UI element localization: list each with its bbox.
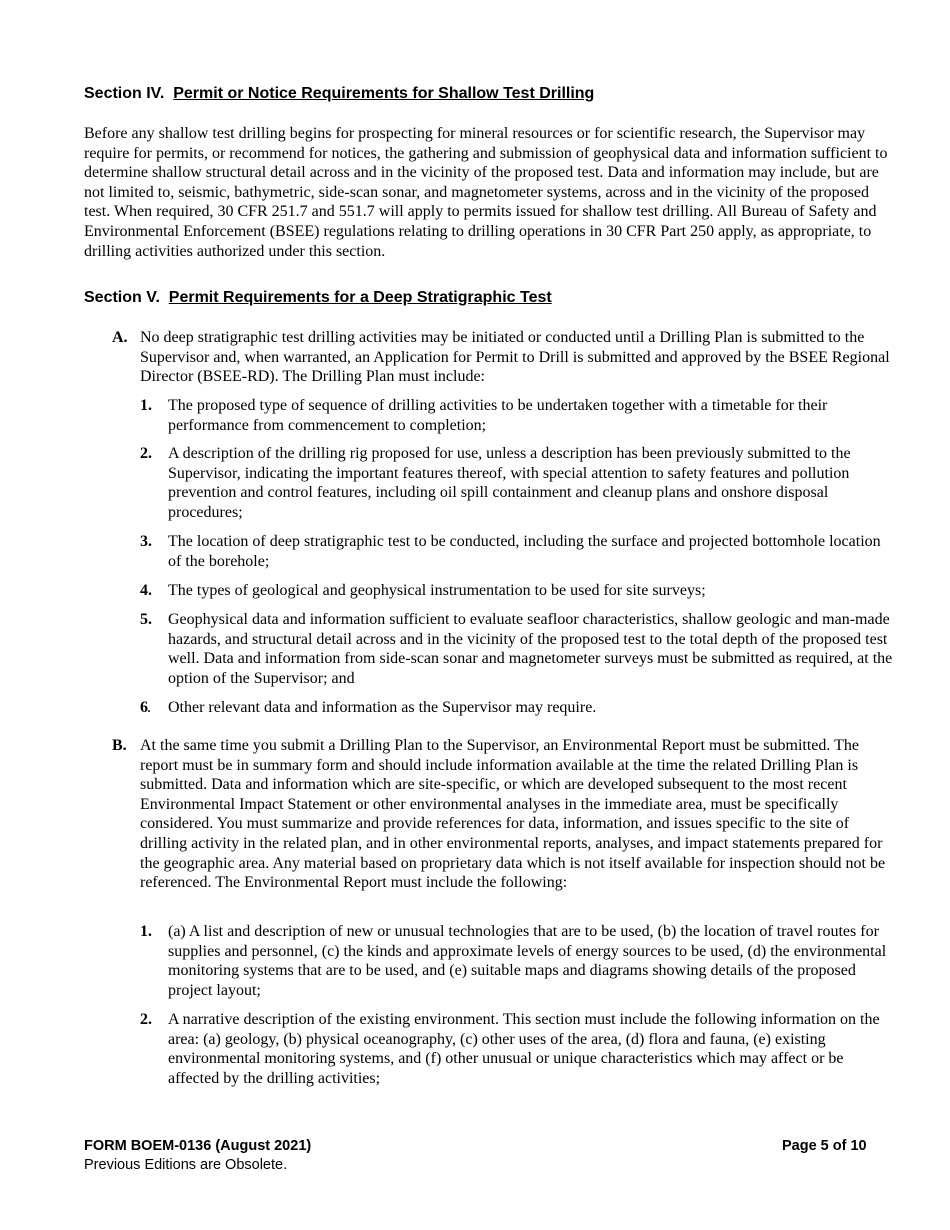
item-a5-text: Geophysical data and information sufficient to evaluate seafloor characteristics, shallow geologic and man-made hazards, and structural detail across and in the vicinity of the proposed test to the total depth of the proposed test well. Data and information from side-scan sonar and magnetometer surveys must be submitted as required, at the option of the Supervisor; and xyxy=(168,611,893,687)
item-a4-num: 4. xyxy=(140,582,152,599)
section-4-label: Section IV. xyxy=(84,85,165,102)
footer-page-number: Page 5 of 10 xyxy=(782,1138,867,1154)
item-b2-num: 2. xyxy=(140,1011,152,1028)
item-a5-num: 5. xyxy=(140,611,152,628)
section-5-title: Permit Requirements for a Deep Stratigraphic Test xyxy=(168,289,552,306)
item-b2-text: A narrative description of the existing environment. This section must include the following information on the area: (a) geology, (b) physical oceanography, (c) other uses of the area, (d) flora and fauna, (e) existing environmental monitoring systems, and (f) other unusual or unique characteristics which may affect or be affected by the drilling activities; xyxy=(168,1011,880,1087)
document-page: Section IV. Permit or Notice Requirements for Shallow Test Drilling Before any shallow test drilling begins for prospecting for mineral resources or for scientific research, the Supervisor may require for permits, or recommend for notices, the gathering and submission of geophysical data and information sufficient to determine shallow structural detail across and in the vicinity of the proposed test. Data and information may include, but are not limited to, seismic, bathymetric, side-scan sonar, and magnetometer systems, across and in the vicinity of the proposed test. When required, 30 CFR 251.7 and 551.7 will apply to permits issued for shallow test drilling. All Bureau of Safety and Environmental Enforcement (BSEE) regulations relating to drilling operations in 30 CFR Part 250 apply, as appropriate, to drilling activities authorized under this section. Section V. Permit Requirements for a Deep Stratigraphic Test A. No deep stratigraphic test drilling activities may be initiated or conducted until a Drilling Plan is submitted to the Supervisor and, when warranted, an Application for Permit to Drill is submitted and approved by the BSEE Regional Director (BSEE-RD). The Drilling Plan must include: 1. The proposed type of sequence of drilling activities to be undertaken together with a timetable for their performance from commencement to completion; 2. A description of the drilling rig proposed for use, unless a description has been previously submitted to the Supervisor, indicating the important features thereof, with special attention to safety features and pollution prevention and control features, including oil spill containment and cleanup plans and onshore disposal procedures; 3. The location of deep stratigraphic test to be conducted, including the surface and projected bottomhole location of the borehole; 4. The types of geological and geophysical instrumentation to be used for site surveys; 5. Geophysical data and information sufficient to evaluate seafloor characteristics, shallow geologic and man-made hazards, and structural detail across and in the vicinity of the proposed test to the total depth of the proposed test well. Data and information from side-scan sonar and magnetometer surveys must be submitted as required, at the option of the Supervisor; and 6 . Other relevant data and information as the Supervisor may require. B. At the same time you submit a Drilling Plan to the Supervisor, an Environmental Report must be submitted. The report must be in summary form and should include information available at the time the related Drilling Plan is submitted. Data and information which are site-specific, or which are developed subsequent to the most recent Environmental Impact Statement or other environmental analyses in the immediate area, must be specifically considered. You must summarize and provide references for data, information, and issues specific to the site of drilling activity in the related plan, and in other environmental reports, analyses, and impact statements prepared for the geographic area. Any material based on proprietary data which is not itself available for inspection should not be referenced. The Environmental Report must include the following: 1. (a) A list and description of new or unusual technologies that are to be used, (b) the location of travel routes for supplies and personnel, (c) the kinds and approximate levels of energy sources to be used, (d) the environmental monitoring systems that are to be used, and (e) suitable maps and diagrams showing details of the proposed project layout; 2. A narrative description of the existing environment. This section must include the following information on the area: (a) geology, (b) physical oceanography, (c) other uses of the area, (d) flora and fauna, (e) existing environmental monitoring systems, and (f) other unusual or unique characteristics which may affect or be affected by the drilling activities; FORM BOEM-0136 (August 2021) Previous Editions are Obsolete. Page 5 of 10 xyxy=(0,0,950,1230)
footer-obsolete-note: Previous Editions are Obsolete. xyxy=(84,1157,288,1173)
footer-form-id: FORM BOEM-0136 (August 2021) xyxy=(84,1138,312,1154)
item-a3-text: The location of deep stratigraphic test to be conducted, including the surface and projected bottomhole location of the borehole; xyxy=(168,533,881,570)
item-a1-num: 1. xyxy=(140,397,152,414)
item-a-label: A. xyxy=(112,329,128,346)
item-a4-text: The types of geological and geophysical instrumentation to be used for site surveys; xyxy=(168,582,706,599)
item-b-text: At the same time you submit a Drilling Plan to the Supervisor, an Environmental Report must be submitted. The report must be in summary form and should include information available at the time the related Drilling Plan is submitted. Data and information which are site-specific, or which are developed subsequent to the most recent Environmental Impact Statement or other environmental analyses in the immediate area, must be specifically considered. You must summarize and provide references for data, information, and issues specific to the site of drilling activity in the related plan, and in other environmental reports, analyses, and impact statements prepared for the geographic area. Any material based on proprietary data which is not itself available for inspection should not be referenced. The Environmental Report must include the following: xyxy=(140,737,886,892)
item-a2-num: 2. xyxy=(140,445,152,462)
item-a3-num: 3. xyxy=(140,533,152,550)
item-a1-text: The proposed type of sequence of drilling activities to be undertaken together with a timetable for their performance from commencement to completion; xyxy=(168,397,828,434)
item-a-text: No deep stratigraphic test drilling activities may be initiated or conducted until a Drilling Plan is submitted to the Supervisor and, when warranted, an Application for Permit to Drill is submitted and approved by the BSEE Regional Director (BSEE-RD). The Drilling Plan must include: xyxy=(140,329,890,386)
item-a6-num: 6 xyxy=(140,699,148,716)
item-a2-text: A description of the drilling rig proposed for use, unless a description has been previously submitted to the Supervisor, indicating the important features thereof, with special attention to safety features and pollution prevention and control features, including oil spill containment and cleanup plans and onshore disposal procedures; xyxy=(168,445,851,521)
section-4-body: Before any shallow test drilling begins for prospecting for mineral resources or for scientific research, the Supervisor may require for permits, or recommend for notices, the gathering and submission of geophysical data and information sufficient to determine shallow structural detail across and in the vicinity of the proposed test. Data and information may include, but are not limited to, seismic, bathymetric, side-scan sonar, and magnetometer systems, across and in the vicinity of the proposed test. When required, 30 CFR 251.7 and 551.7 will apply to permits issued for shallow test drilling. All Bureau of Safety and Environmental Enforcement (BSEE) regulations relating to drilling operations in 30 CFR Part 250 apply, as appropriate, to drilling activities authorized under this section. xyxy=(84,125,888,260)
section-4-title: Permit or Notice Requirements for Shallow Test Drilling xyxy=(173,85,595,102)
section-4-heading xyxy=(84,85,594,103)
item-b-label: B. xyxy=(112,737,127,754)
item-b1-text: (a) A list and description of new or unusual technologies that are to be used, (b) the location of travel routes for supplies and personnel, (c) the kinds and approximate levels of energy sources to be used, (d) the environmental monitoring systems that are to be used, and (e) suitable maps and diagrams showing details of the proposed project layout; xyxy=(168,923,887,999)
item-a6-text: Other relevant data and information as the Supervisor may require. xyxy=(168,699,597,716)
section-5-label: Section V. xyxy=(84,289,160,306)
section-5-heading xyxy=(84,289,552,307)
item-b1-num: 1. xyxy=(140,923,152,940)
